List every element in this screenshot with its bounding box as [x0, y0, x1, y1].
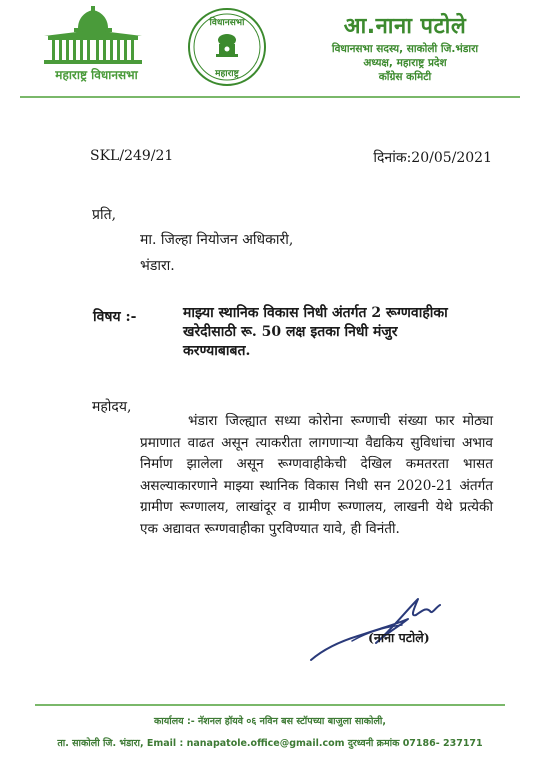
recipient-title: मा. जिल्हा नियोजन अधिकारी,	[140, 232, 294, 248]
assembly-caption: महाराष्ट्र विधानसभा	[55, 68, 138, 82]
sender-name: आ.नाना पटोले	[343, 14, 467, 39]
reference-number: SKL/249/21	[90, 148, 174, 164]
salutation: महोदय,	[92, 399, 132, 415]
seal-top-text: विधानसभा	[209, 18, 245, 28]
header-divider	[20, 96, 520, 98]
handwritten-signature	[306, 585, 456, 665]
recipient-prefix: प्रति,	[92, 207, 117, 223]
letterhead	[0, 0, 540, 100]
sender-designation-2: अध्यक्ष, महाराष्ट्र प्रदेश	[363, 57, 447, 69]
office-address: कार्यालय :- नॅशनल हॉयवे ०६ नविन बस स्टॉपच्या बाजुला साकोली,	[153, 716, 386, 727]
sender-block	[290, 10, 520, 84]
recipient-place: भंडारा.	[140, 258, 175, 274]
seal-bottom-text: महाराष्ट्र	[215, 69, 239, 79]
sender-designation-3: कॉंग्रेस कमिटी	[378, 71, 432, 83]
sender-designation-1: विधानसभा सदस्य, साकोली जि.भंडारा	[331, 43, 479, 55]
signature-block	[306, 585, 456, 665]
letter-body: भंडारा जिल्ह्यात सध्या कोरोना रूग्णाची संख्या फार मोठ्या प्रमाणात वाढत असून त्याकरीता लागणाऱ्या वैद्यकिय सुविधांचा अभाव निर्माण झालेला असून रूग्णवाहीकेची देखिल कमतरता भासत असल्याकारणाने माझ्या स्थानिक विकास निधी सन 2020-21 अंतर्गत ग्रामीण रूग्णालय, लाखांदूर व ग्रामीण रूग्णालय, लाखनी येथे प्रत्येकी एक अद्यावत रूग्णवाहीका पुरविण्यात यावे, ही विनंती.	[140, 413, 493, 537]
contact-details: ता. साकोली जि. भंडारा, Email : nanapatole.office@gmail.com दुरध्वनी क्रमांक 07186- 237171	[57, 738, 483, 749]
assembly-seal	[186, 6, 268, 88]
vidhan-bhavan-emblem	[24, 6, 154, 88]
footer-divider	[35, 704, 505, 706]
vidhan-bhavan-icon	[38, 6, 148, 66]
subject-label: विषय :-	[93, 309, 137, 325]
signatory-name: (नाना पटोले)	[368, 630, 430, 645]
subject-text: माझ्या स्थानिक विकास निधी अंतर्गत 2 रूग्णवाहीका खरेदीसाठी रू. 50 लक्ष इतका निधी मंजुर करण्याबाबत.	[183, 305, 448, 359]
letter-date: दिनांक:20/05/2021	[373, 150, 492, 166]
